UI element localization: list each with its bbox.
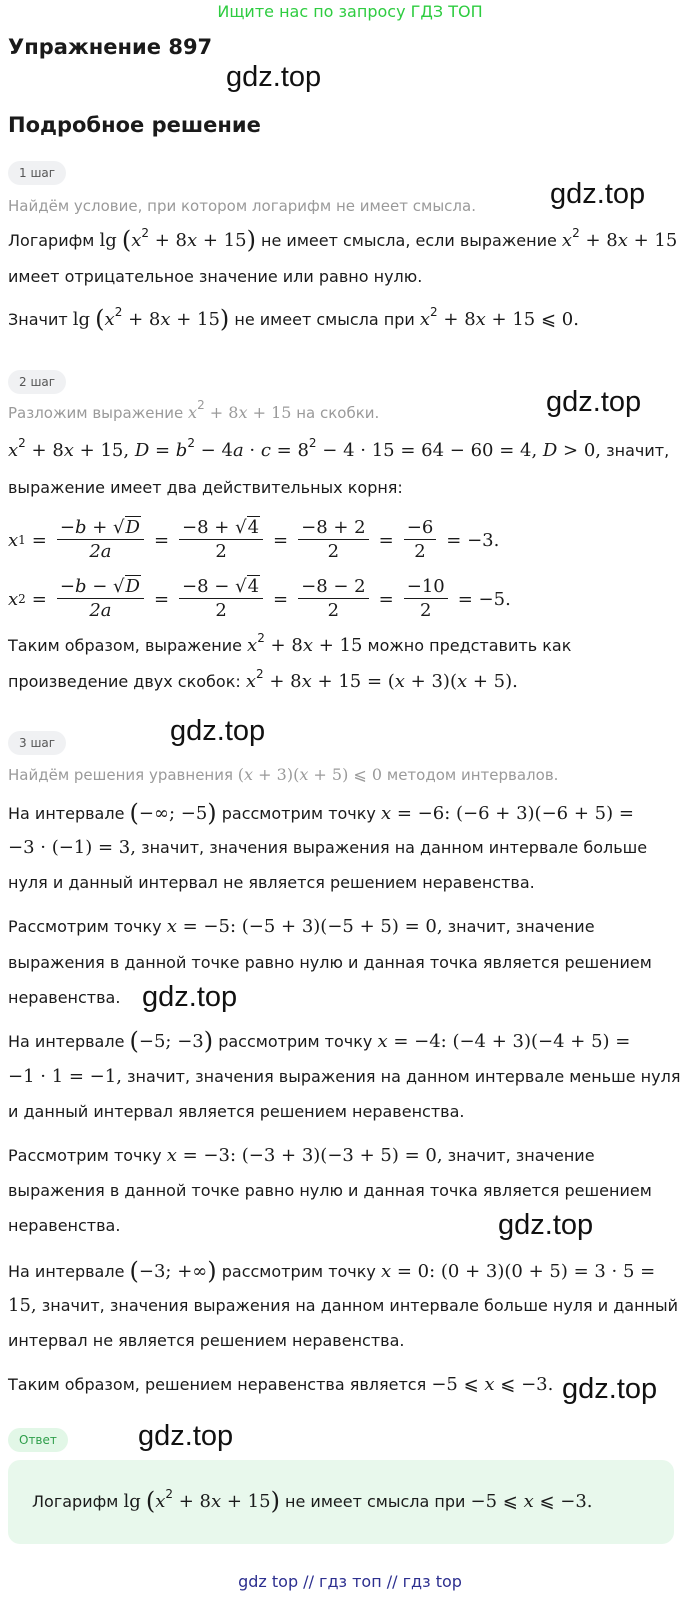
watermark: gdz.top	[170, 715, 266, 747]
watermark: gdz.top	[550, 178, 646, 210]
step-3-hint: Найдём решения уравнения (x + 3)(x + 5) ⩽ 0 методом интервалов.	[8, 765, 559, 784]
step-3-p1-line-2: −3 · (−1) = 3, значит, значения выражения на данном интервале больше	[8, 837, 648, 858]
step-3-p2-line-3: неравенства.	[8, 988, 121, 1007]
step-1-hint: Найдём условие, при котором логарифм не имеет смысла.	[8, 197, 476, 215]
step-1-line-3: Значит $\lg (x^2 + 8x + 15)$ не имеет смысла при $x^2 + 8x + 15$ ⩽ 0.	[8, 305, 579, 333]
step-2-hint: Разложим выражение $x^2 + 8x + 15$ на скобки.	[8, 398, 380, 422]
step-1-line-2: имеет отрицательное значение или равно нулю.	[8, 267, 423, 286]
step-2-line-4: произведение двух скобок: $x^2 + 8x + 15 = (x + 3)(x + 5)$.	[8, 667, 518, 692]
step-3-p4-line-3: неравенства.	[8, 1216, 121, 1235]
watermark: gdz.top	[142, 981, 238, 1013]
page-title: Упражнение 897	[8, 35, 213, 59]
step-2-line-3: Таким образом, выражение $x^2 + 8x + 15$ можно представить как	[8, 631, 572, 656]
answer-badge: Ответ	[8, 1428, 68, 1452]
watermark: gdz.top	[546, 386, 642, 418]
watermark: gdz.top	[498, 1209, 594, 1241]
step-2-line-2: выражение имеет два действительных корня:	[8, 478, 403, 497]
step-2-discriminant: $x^2 + 8x + 15$, $D = b^2 - 4a \cdot c = 8^2 - 4 \cdot 15 = 64 - 60 = 4$, D > 0, значит,	[8, 436, 670, 461]
step-badge-3: 3 шаг	[8, 731, 66, 755]
root-x2-formula: x 2 = $\frac{-b - √D}{2a}$ = $\frac{-8 - √4}{2}$ = $\frac{-8 - 2}{2}$ = $\frac{-10}{2}$ = −5.	[8, 575, 511, 621]
step-badge-2: 2 шаг	[8, 370, 66, 394]
answer-text: Логарифм $\lg (x^2 + 8x + 15)$ не имеет смысла при −5 ⩽ x ⩽ −3.	[32, 1487, 593, 1515]
step-badge-1: 1 шаг	[8, 161, 66, 185]
watermark: gdz.top	[226, 61, 322, 93]
step-3-p4-line-1: Рассмотрим точку x = −3: (−3 + 3)(−3 + 5) = 0, значит, значение	[8, 1145, 595, 1166]
step-3-p5-line-2: 15, значит, значения выражения на данном интервале больше нуля и данный	[8, 1295, 679, 1316]
step-3-p3-line-1: На интервале (−5; −3) рассмотрим точку x = −4: (−4 + 3)(−4 + 5) =	[8, 1027, 631, 1055]
step-3-conclusion: Таким образом, решением неравенства является −5 ⩽ x ⩽ −3.	[8, 1374, 554, 1395]
step-3-p4-line-2: выражения в данной точке равно нулю и данная точка является решением	[8, 1181, 652, 1200]
step-3-p2-line-1: Рассмотрим точку x = −5: (−5 + 3)(−5 + 5) = 0, значит, значение	[8, 916, 595, 937]
root-x1-formula: x 1 = $\frac{-b + √D}{2a}$ = $\frac{-8 + √4}{2}$ = $\frac{-8 + 2}{2}$ = $\frac{-6}{2}$ = −3.	[8, 516, 500, 562]
step-3-p1-line-1: На интервале (−∞; −5) рассмотрим точку x = −6: (−6 + 3)(−6 + 5) =	[8, 799, 634, 827]
footer-links[interactable]: gdz top // гдз топ // гдз top	[238, 1572, 462, 1591]
watermark: gdz.top	[562, 1373, 658, 1405]
step-3-p5-line-1: На интервале (−3; +∞) рассмотрим точку x = 0: (0 + 3)(0 + 5) = 3 · 5 =	[8, 1257, 656, 1285]
step-3-p5-line-3: интервал не является решением неравенства.	[8, 1331, 405, 1350]
step-3-p3-line-2: −1 · 1 = −1, значит, значения выражения на данном интервале меньше нуля	[8, 1066, 681, 1087]
answer-box	[8, 1460, 674, 1544]
step-3-p1-line-3: нуля и данный интервал не является решением неравенства.	[8, 873, 535, 892]
step-1-line-1: Логарифм $\lg (x^2 + 8x + 15)$ не имеет смысла, если выражение $x^2 + 8x + 15$	[8, 226, 678, 254]
section-title: Подробное решение	[8, 113, 261, 137]
watermark: gdz.top	[138, 1420, 234, 1452]
search-banner[interactable]: Ищите нас по запросу ГДЗ ТОП	[217, 2, 483, 21]
step-3-p2-line-2: выражения в данной точке равно нулю и данная точка является решением	[8, 953, 652, 972]
step-3-p3-line-3: и данный интервал является решением неравенства.	[8, 1102, 465, 1121]
